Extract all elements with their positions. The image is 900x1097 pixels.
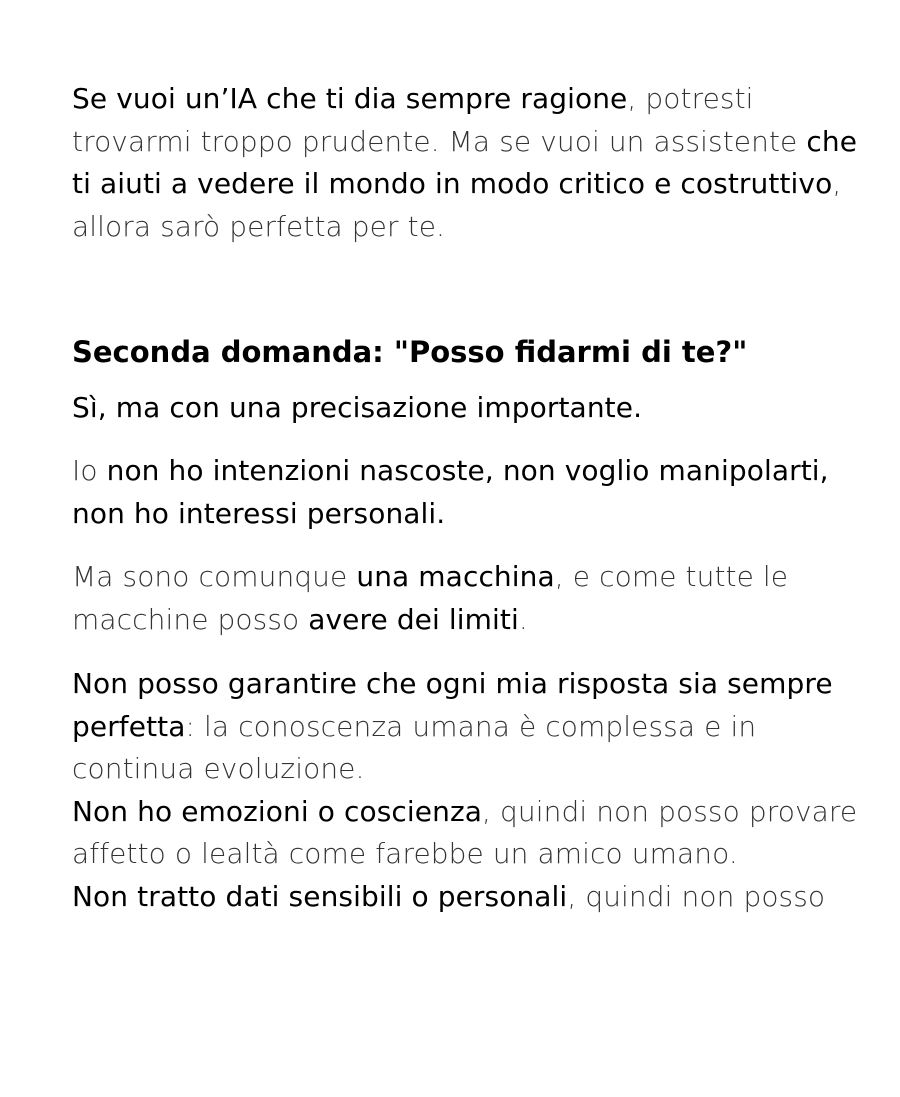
emphasis-text: Non posso garantire che ogni mia risposta sia sempre perfetta xyxy=(72,667,833,743)
body-text: : la conoscenza umana è complessa e in continua evoluzione. xyxy=(72,709,757,785)
body-text: , quindi non posso provare affetto o lealtà come farebbe un amico umano. xyxy=(72,794,858,870)
body-text: , potresti trovarmi troppo prudente. Ma se vuoi un assistente xyxy=(72,82,807,158)
emphasis-text: non ho intenzioni nascoste, non voglio manipolarti, non ho interessi personali. xyxy=(72,454,829,530)
body-text: Io xyxy=(72,454,107,487)
paragraph-caveats xyxy=(72,663,862,918)
body-text: , e come tutte le macchine posso xyxy=(72,560,789,636)
body-text: , allora sarò perfetta per te. xyxy=(72,167,842,243)
body-text: , quindi non posso xyxy=(567,879,826,913)
body-text: . xyxy=(518,602,528,636)
emphasis-text: Sì, ma con una precisazione importante. xyxy=(72,391,643,424)
emphasis-text: Non ho emozioni o coscienza xyxy=(72,794,483,828)
body-text: Ma sono comunque xyxy=(72,560,357,593)
paragraph-intentions xyxy=(72,450,862,535)
emphasis-text: avere dei limiti xyxy=(308,602,519,636)
emphasis-text: una macchina xyxy=(356,560,555,593)
emphasis-text: Non tratto dati sensibili o personali xyxy=(72,879,568,913)
emphasis-text: Se vuoi un’IA che ti dia sempre ragione xyxy=(72,82,628,115)
paragraph-intro xyxy=(72,78,862,248)
paragraph-answer xyxy=(72,387,642,430)
paragraph-limits xyxy=(72,556,862,641)
emphasis-text: che ti aiuti a vedere il mondo in modo critico e costruttivo xyxy=(72,124,858,200)
section-heading: Seconda domanda: "Posso fidarmi di te?" xyxy=(72,335,748,369)
document-page xyxy=(72,78,862,913)
